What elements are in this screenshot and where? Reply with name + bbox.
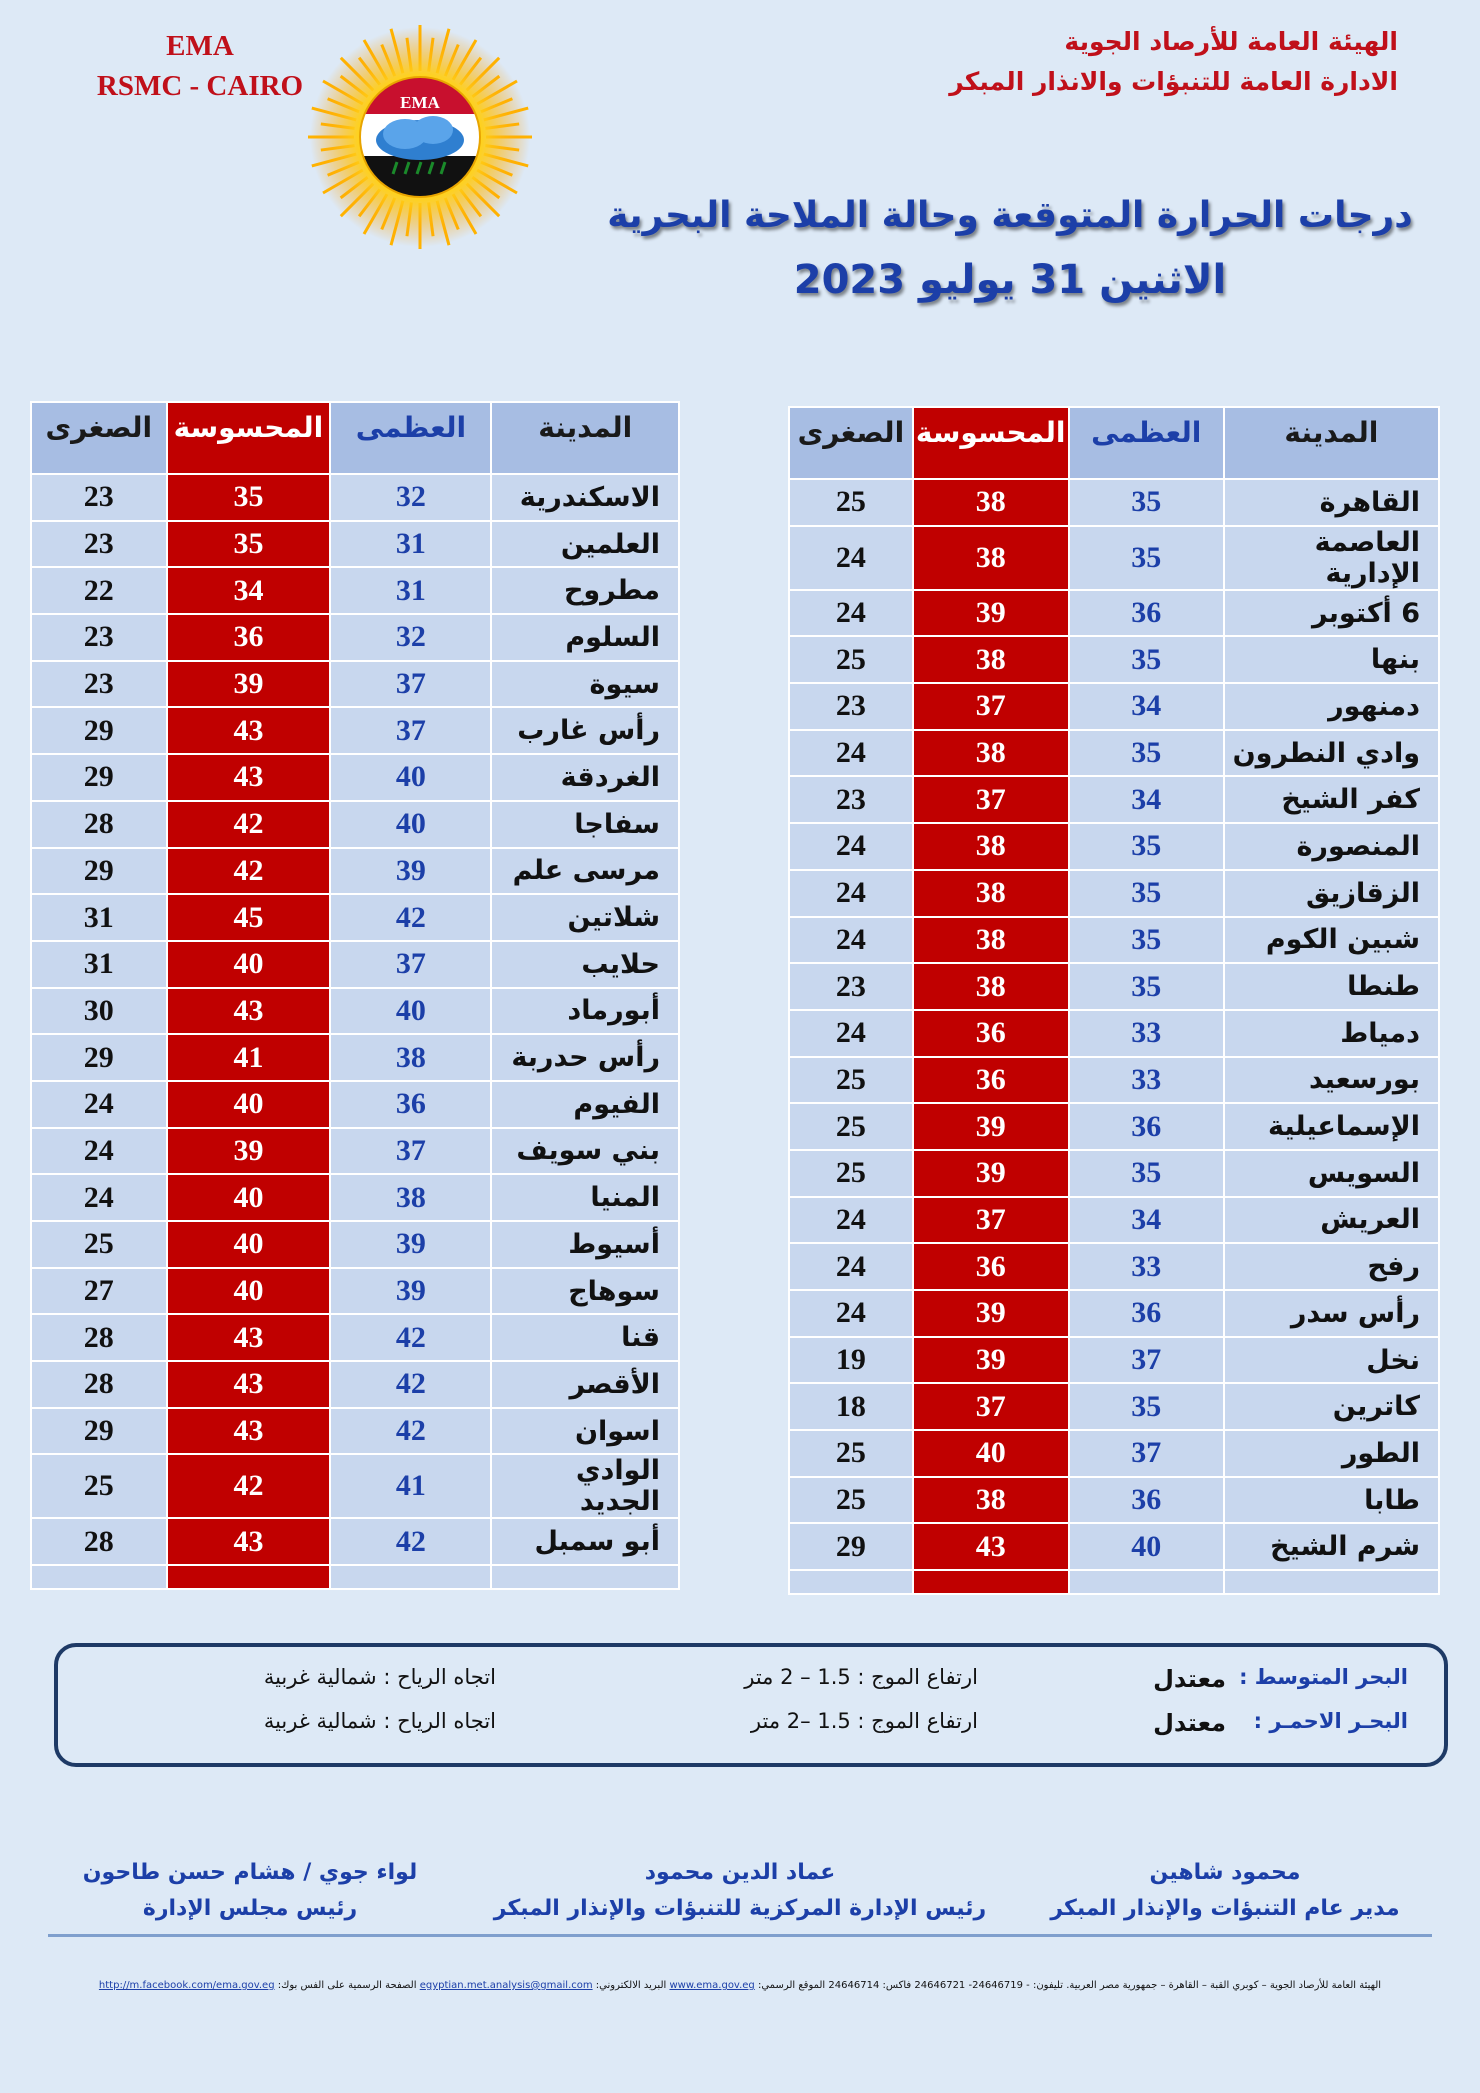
column-header-feel: المحسوسة [167,402,331,474]
organization-header [798,22,1398,102]
max-temp-cell: 36 [330,1081,491,1128]
feels-like-cell: 43 [167,1518,331,1565]
table-row [789,1383,1439,1430]
table-row [31,707,679,754]
max-temp-cell: 35 [1069,636,1224,683]
sea-label: البحر المتوسط : [1239,1665,1408,1689]
feels-like-cell: 39 [913,1103,1069,1150]
table-row [31,1034,679,1081]
feels-like-cell: 40 [167,1174,331,1221]
min-temp-cell: 29 [31,754,167,801]
wind-direction: اتجاه الرياح : شمالية غربية [263,1709,496,1733]
feels-like-cell: 38 [913,917,1069,964]
signatory-title: رئيس مجلس الإدارة [142,1896,358,1921]
spacer-cell [491,1565,679,1589]
min-temp-cell: 22 [31,567,167,614]
sea-state-box [54,1643,1448,1767]
city-cell: قنا [491,1314,679,1361]
feels-like-cell: 36 [167,614,331,661]
city-cell: حلايب [491,941,679,988]
table-row [31,474,679,521]
feels-like-cell: 42 [167,801,331,848]
max-temp-cell: 42 [330,894,491,941]
min-temp-cell: 25 [31,1454,167,1518]
city-cell: بورسعيد [1224,1057,1439,1104]
website-link[interactable]: www.ema.gov.eg [669,1980,755,1991]
max-temp-cell: 35 [1069,1383,1224,1430]
city-cell: نخل [1224,1337,1439,1384]
rsmc-cairo: RSMC - CAIRO [96,70,304,102]
column-header-min: الصغرى [789,407,913,479]
feels-like-cell: 42 [167,1454,331,1518]
table-row [789,730,1439,777]
date-line: الاثنين 31 يوليو 2023 [793,257,1227,303]
signatory-name: عماد الدين محمود [644,1860,836,1885]
city-cell: مرسى علم [491,848,679,895]
table-row [789,1010,1439,1057]
spacer-cell [1224,1570,1439,1594]
min-temp-cell: 29 [31,707,167,754]
city-cell: الإسماعيلية [1224,1103,1439,1150]
min-temp-cell: 29 [31,848,167,895]
max-temp-cell: 37 [330,661,491,708]
max-temp-cell: 40 [330,754,491,801]
city-cell: المنصورة [1224,823,1439,870]
feels-like-cell: 38 [913,870,1069,917]
max-temp-cell: 34 [1069,683,1224,730]
table-row [31,1174,679,1221]
signatures [40,1855,1440,1935]
min-temp-cell: 24 [31,1174,167,1221]
table-row [789,917,1439,964]
table-row [789,1057,1439,1104]
city-cell: بني سويف [491,1128,679,1175]
max-temp-cell: 36 [1069,590,1224,637]
max-temp-cell: 33 [1069,1010,1224,1057]
feels-like-cell: 38 [913,730,1069,777]
table-row [31,1518,679,1565]
signatory-title: مدير عام التنبؤات والإنذار المبكر [1050,1896,1400,1921]
city-cell: الفيوم [491,1081,679,1128]
city-cell: الزقازيق [1224,870,1439,917]
org-department: الادارة العامة للتنبؤات والانذار المبكر [949,67,1398,96]
email-label: البريد الالكتروني: [595,1980,667,1991]
city-cell: أبو سمبل [491,1518,679,1565]
city-cell: اسوان [491,1408,679,1455]
min-temp-cell: 23 [31,521,167,568]
max-temp-cell: 39 [330,848,491,895]
table-row [31,661,679,708]
signature-forecast-director [1010,1855,1440,1927]
min-temp-cell: 30 [31,988,167,1035]
max-temp-cell: 37 [330,941,491,988]
table-row [31,1268,679,1315]
feels-like-cell: 40 [167,1081,331,1128]
max-temp-cell: 36 [1069,1103,1224,1150]
sea-state: معتدل [1153,1709,1226,1737]
feels-like-cell: 39 [167,1128,331,1175]
max-temp-cell: 42 [330,1361,491,1408]
feels-like-cell: 40 [167,1268,331,1315]
feels-like-cell: 36 [913,1057,1069,1104]
table-row [31,1408,679,1455]
max-temp-cell: 38 [330,1034,491,1081]
table-row [789,963,1439,1010]
table-row [789,1150,1439,1197]
spacer-cell [913,1570,1069,1594]
min-temp-cell: 24 [789,730,913,777]
city-cell: سيوة [491,661,679,708]
footer-address: الهيئة العامة للأرصاد الجوية – كوبري القبة – القاهرة – جمهورية مصر العربية. تليفون: - 24646719- 24646721 فاكس: 24646714 الموقع الرسمي: [757,1980,1382,1991]
table-row [31,1221,679,1268]
title-line: درجات الحرارة المتوقعة وحالة الملاحة البحرية [607,195,1413,236]
feels-like-cell: 40 [913,1430,1069,1477]
min-temp-cell: 24 [789,1010,913,1057]
max-temp-cell: 35 [1069,870,1224,917]
city-cell: رأس حدربة [491,1034,679,1081]
footer-contact [40,1980,1440,1991]
feels-like-cell: 39 [913,1337,1069,1384]
table-row [31,614,679,661]
ema-acronym: EMA [166,30,234,62]
city-cell: العلمين [491,521,679,568]
feels-like-cell: 43 [167,707,331,754]
max-temp-cell: 36 [1069,1477,1224,1524]
min-temp-cell: 24 [789,823,913,870]
column-header-feel: المحسوسة [913,407,1069,479]
max-temp-cell: 39 [330,1221,491,1268]
min-temp-cell: 24 [31,1128,167,1175]
table-row [789,1430,1439,1477]
min-temp-cell: 23 [789,776,913,823]
sea-label: البحـر الاحمـر : [1253,1709,1408,1733]
feels-like-cell: 38 [913,823,1069,870]
table-row [31,1361,679,1408]
max-temp-cell: 39 [330,1268,491,1315]
max-temp-cell: 42 [330,1518,491,1565]
table-row [789,1197,1439,1244]
table-row [31,941,679,988]
max-temp-cell: 35 [1069,917,1224,964]
city-cell: الوادي الجديد [491,1454,679,1518]
spacer-cell [1069,1570,1224,1594]
min-temp-cell: 31 [31,941,167,988]
city-cell: الأقصر [491,1361,679,1408]
max-temp-cell: 35 [1069,823,1224,870]
min-temp-cell: 23 [789,683,913,730]
city-cell: شلاتين [491,894,679,941]
min-temp-cell: 24 [789,526,913,590]
city-cell: طابا [1224,1477,1439,1524]
min-temp-cell: 24 [789,1243,913,1290]
signature-central-admin [480,1855,1000,1927]
min-temp-cell: 19 [789,1337,913,1384]
city-cell: العاصمة الإدارية [1224,526,1439,590]
wind-direction: اتجاه الرياح : شمالية غربية [263,1665,496,1689]
city-cell: العريش [1224,1197,1439,1244]
divider [48,1934,1432,1937]
table-row [789,590,1439,637]
min-temp-cell: 25 [789,479,913,526]
city-cell: الغردقة [491,754,679,801]
table-row [31,894,679,941]
feels-like-cell: 43 [167,754,331,801]
feels-like-cell: 38 [913,479,1069,526]
city-cell: دمياط [1224,1010,1439,1057]
max-temp-cell: 35 [1069,963,1224,1010]
max-temp-cell: 40 [330,988,491,1035]
city-cell: وادي النطرون [1224,730,1439,777]
logo-text: EMA [400,93,440,112]
city-cell: أسيوط [491,1221,679,1268]
min-temp-cell: 25 [789,1057,913,1104]
column-header-city: المدينة [1224,407,1439,479]
min-temp-cell: 28 [31,1518,167,1565]
feels-like-cell: 37 [913,1383,1069,1430]
city-cell: المنيا [491,1174,679,1221]
feels-like-cell: 43 [913,1523,1069,1570]
max-temp-cell: 37 [1069,1337,1224,1384]
max-temp-cell: 31 [330,567,491,614]
max-temp-cell: 40 [330,801,491,848]
min-temp-cell: 24 [31,1081,167,1128]
max-temp-cell: 42 [330,1314,491,1361]
max-temp-cell: 42 [330,1408,491,1455]
table-row [789,870,1439,917]
feels-like-cell: 38 [913,1477,1069,1524]
table-row [31,988,679,1035]
max-temp-cell: 37 [330,1128,491,1175]
min-temp-cell: 31 [31,894,167,941]
feels-like-cell: 36 [913,1243,1069,1290]
table-row [31,1128,679,1175]
max-temp-cell: 35 [1069,1150,1224,1197]
city-cell: رأس غارب [491,707,679,754]
column-header-max: العظمى [330,402,491,474]
feels-like-cell: 39 [913,1150,1069,1197]
min-temp-cell: 28 [31,1314,167,1361]
table-footer-spacer [31,1565,679,1589]
spacer-cell [789,1570,913,1594]
min-temp-cell: 25 [789,1150,913,1197]
max-temp-cell: 41 [330,1454,491,1518]
sea-state: معتدل [1153,1665,1226,1693]
city-cell: سفاجا [491,801,679,848]
max-temp-cell: 32 [330,474,491,521]
city-cell: رأس سدر [1224,1290,1439,1337]
table-row [789,776,1439,823]
table-row [31,848,679,895]
max-temp-cell: 32 [330,614,491,661]
feels-like-cell: 35 [167,474,331,521]
feels-like-cell: 38 [913,636,1069,683]
max-temp-cell: 33 [1069,1057,1224,1104]
spacer-cell [167,1565,331,1589]
max-temp-cell: 35 [1069,479,1224,526]
temperature-table-right [788,406,1440,1595]
max-temp-cell: 37 [330,707,491,754]
org-name: الهيئة العامة للأرصاد الجوية [1064,27,1398,56]
feels-like-cell: 37 [913,1197,1069,1244]
feels-like-cell: 38 [913,526,1069,590]
feels-like-cell: 37 [913,683,1069,730]
feels-like-cell: 43 [167,1314,331,1361]
feels-like-cell: 39 [167,661,331,708]
city-cell: القاهرة [1224,479,1439,526]
max-temp-cell: 37 [1069,1430,1224,1477]
table-row [789,683,1439,730]
min-temp-cell: 23 [789,963,913,1010]
feels-like-cell: 42 [167,848,331,895]
min-temp-cell: 29 [789,1523,913,1570]
table-row [31,1081,679,1128]
min-temp-cell: 23 [31,661,167,708]
min-temp-cell: 29 [31,1408,167,1455]
min-temp-cell: 27 [31,1268,167,1315]
table-row [31,521,679,568]
feels-like-cell: 43 [167,1361,331,1408]
city-cell: الطور [1224,1430,1439,1477]
city-cell: كفر الشيخ [1224,776,1439,823]
ema-header-latin [80,26,320,106]
table-row [789,1477,1439,1524]
feels-like-cell: 45 [167,894,331,941]
min-temp-cell: 23 [31,614,167,661]
column-header-city: المدينة [491,402,679,474]
feels-like-cell: 34 [167,567,331,614]
feels-like-cell: 36 [913,1010,1069,1057]
sun-logo-icon [305,22,535,252]
feels-like-cell: 38 [913,963,1069,1010]
feels-like-cell: 37 [913,776,1069,823]
table-row [789,526,1439,590]
sea-row-mediterranean [58,1665,1444,1705]
email-link[interactable]: egyptian.met.analysis@gmail.com [419,1980,593,1991]
min-temp-cell: 25 [789,1103,913,1150]
facebook-link[interactable]: http://m.facebook.com/ema.gov.eg [98,1980,275,1991]
wave-height: ارتفاع الموج : 1.5 –2 متر [750,1709,978,1733]
temperature-table-left [30,401,680,1590]
min-temp-cell: 24 [789,590,913,637]
table-row [789,1290,1439,1337]
min-temp-cell: 28 [31,1361,167,1408]
spacer-cell [31,1565,167,1589]
spacer-cell [330,1565,491,1589]
signatory-name: لواء جوي / هشام حسن طاحون [82,1860,418,1885]
feels-like-cell: 40 [167,1221,331,1268]
city-cell: السويس [1224,1150,1439,1197]
table-row [789,479,1439,526]
ema-logo [305,22,535,252]
min-temp-cell: 23 [31,474,167,521]
signatory-title: رئيس الإدارة المركزية للتنبؤات والإنذار المبكر [493,1896,987,1921]
wave-height: ارتفاع الموج : 1.5 – 2 متر [744,1665,978,1689]
feels-like-cell: 41 [167,1034,331,1081]
city-cell: كاترين [1224,1383,1439,1430]
city-cell: سوهاج [491,1268,679,1315]
max-temp-cell: 34 [1069,1197,1224,1244]
signature-board-chairman [50,1855,450,1927]
feels-like-cell: 40 [167,941,331,988]
min-temp-cell: 25 [789,636,913,683]
min-temp-cell: 24 [789,1197,913,1244]
table-row [789,1337,1439,1384]
max-temp-cell: 35 [1069,730,1224,777]
feels-like-cell: 43 [167,1408,331,1455]
min-temp-cell: 18 [789,1383,913,1430]
column-header-min: الصغرى [31,402,167,474]
city-cell: مطروح [491,567,679,614]
signatory-name: محمود شاهين [1149,1860,1301,1885]
table-row [789,1243,1439,1290]
min-temp-cell: 24 [789,1290,913,1337]
max-temp-cell: 38 [330,1174,491,1221]
page-title [560,188,1460,314]
table-row [789,1523,1439,1570]
facebook-label: الصفحة الرسمية على الفس بوك: [277,1980,417,1991]
feels-like-cell: 39 [913,1290,1069,1337]
min-temp-cell: 24 [789,870,913,917]
city-cell: بنها [1224,636,1439,683]
sea-row-red-sea [58,1709,1444,1749]
min-temp-cell: 25 [789,1477,913,1524]
min-temp-cell: 28 [31,801,167,848]
city-cell: دمنهور [1224,683,1439,730]
max-temp-cell: 31 [330,521,491,568]
city-cell: 6 أكتوبر [1224,590,1439,637]
table-row [31,754,679,801]
table-row [31,1314,679,1361]
table-row [789,636,1439,683]
table-footer-spacer [789,1570,1439,1594]
city-cell: شبين الكوم [1224,917,1439,964]
city-cell: أبورماد [491,988,679,1035]
feels-like-cell: 35 [167,521,331,568]
max-temp-cell: 33 [1069,1243,1224,1290]
max-temp-cell: 34 [1069,776,1224,823]
min-temp-cell: 29 [31,1034,167,1081]
min-temp-cell: 25 [31,1221,167,1268]
min-temp-cell: 24 [789,917,913,964]
feels-like-cell: 39 [913,590,1069,637]
city-cell: السلوم [491,614,679,661]
table-row [789,1103,1439,1150]
city-cell: شرم الشيخ [1224,1523,1439,1570]
table-row [31,567,679,614]
max-temp-cell: 40 [1069,1523,1224,1570]
max-temp-cell: 36 [1069,1290,1224,1337]
city-cell: رفح [1224,1243,1439,1290]
feels-like-cell: 43 [167,988,331,1035]
city-cell: الاسكندرية [491,474,679,521]
table-row [31,801,679,848]
table-row [31,1454,679,1518]
max-temp-cell: 35 [1069,526,1224,590]
column-header-max: العظمى [1069,407,1224,479]
city-cell: طنطا [1224,963,1439,1010]
min-temp-cell: 25 [789,1430,913,1477]
table-row [789,823,1439,870]
